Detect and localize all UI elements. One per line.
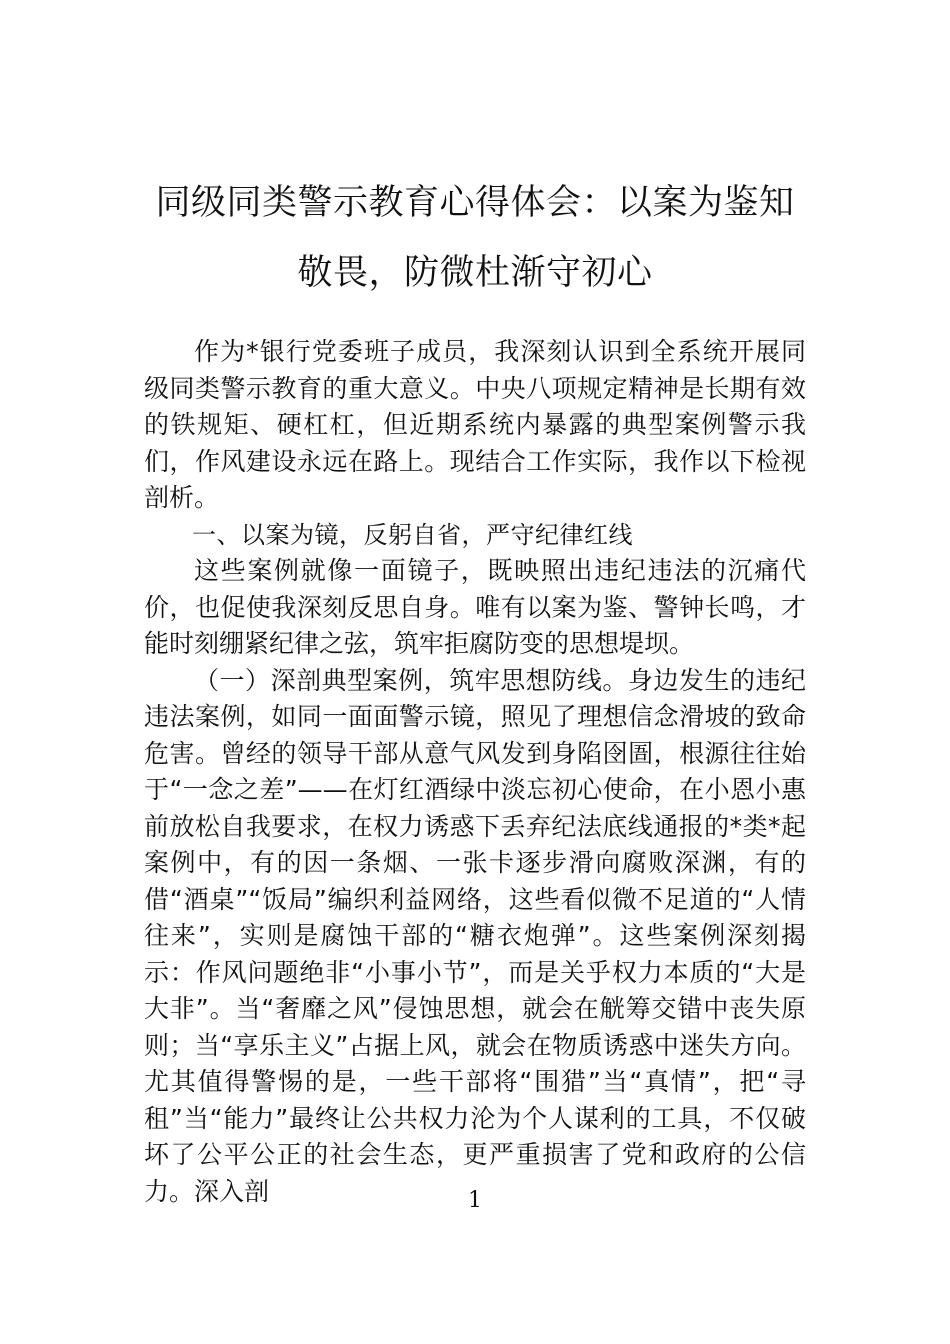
page-number: 1 <box>468 1188 482 1213</box>
paragraph-intro: 作为*银行党委班子成员，我深刻认识到全系统开展同级同类警示教育的重大意义。中央八项规定精神是长期有效的铁规矩、硬杠杠，但近期系统内暴露的典型案例警示我们，作风建设永远在路上。现结合工作实际，我作以下检视剖析。 <box>144 337 806 512</box>
document-body <box>144 334 806 1210</box>
document-title: 同级同类警示教育心得体会：以案为鉴知敬畏，防微杜渐守初心 <box>155 183 795 293</box>
paragraph-case-analysis: （一）深剖典型案例，筑牢思想防线。身边发生的违纪违法案例，如同一面面警示镜，照见了理想信念滑坡的致命危害。曾经的领导干部从意气风发到身陷囹圄，根源往往始于“一念之差”——在灯红酒绿中淡忘初心使命，在小恩小惠前放松自我要求，在权力诱惑下丢弃纪法底线通报的*类*起案例中，有的因一条烟、一张卡逐步滑向腐败深渊，有的借“酒桌”“饭局”编织利益网络，这些看似微不足道的“人情往来”，实则是腐蚀干部的“糖衣炮弹”。这些案例深刻揭示：作风问题绝非“小事小节”，而是关乎权力本质的“大是大非”。当“奢靡之风”侵蚀思想，就会在觥筹交错中丧失原则；当“享乐主义”占据上风，就会在物质诱惑中迷失方向。尤其值得警惕的是，一些干部将“围猎”当“真情”，把“寻租”当“能力”最终让公共权力沦为个人谋利的工具，不仅破坏了公平公正的社会生态，更严重损害了党和政府的公信力。深入剖 <box>144 665 806 1206</box>
paragraph-mirror: 这些案例就像一面镜子，既映照出违纪违法的沉痛代价，也促使我深刻反思自身。唯有以案为鉴、警钟长鸣，才能时刻绷紧纪律之弦，筑牢拒腐防变的思想堤坝。 <box>144 556 806 658</box>
section-heading-1: 一、以案为镜，反躬自省，严守纪律红线 <box>192 520 633 549</box>
